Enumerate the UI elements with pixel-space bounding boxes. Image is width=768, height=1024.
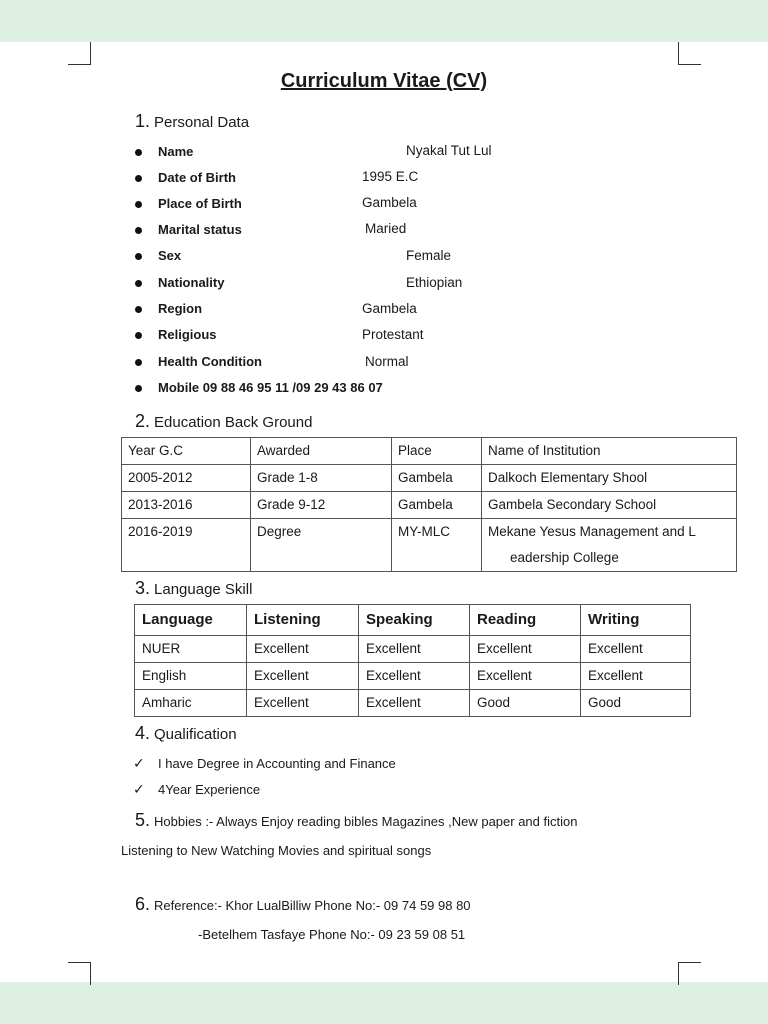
- table-row: [135, 636, 691, 663]
- bottom-band: [0, 982, 768, 1024]
- table-cell: Dalkoch Elementary Shool: [482, 465, 737, 492]
- table-header-row: [135, 605, 691, 636]
- table-header-cell: Place: [392, 438, 482, 465]
- section-reference-heading: [135, 894, 471, 915]
- bullet-icon: [135, 385, 142, 392]
- table-cell: MY-MLC: [392, 519, 482, 572]
- table-cell: 2013-2016: [122, 492, 251, 519]
- table-cell: 2005-2012: [122, 465, 251, 492]
- table-cell: Excellent: [581, 636, 691, 663]
- crop-mark-top-left: [68, 42, 91, 65]
- personal-label: Mobile 09 88 46 95 11 /09 29 43 86 07: [158, 380, 383, 395]
- personal-value: Normal: [365, 354, 409, 369]
- section-label: Qualification: [154, 726, 237, 743]
- personal-value: Gambela: [362, 195, 417, 210]
- education-table: [121, 437, 737, 572]
- table-cell: Excellent: [359, 663, 470, 690]
- personal-label: Health Condition: [158, 354, 262, 369]
- table-header-cell: Name of Institution: [482, 438, 737, 465]
- section-number: 6.: [135, 894, 151, 914]
- section-education-heading: [135, 411, 312, 432]
- personal-label: Region: [158, 301, 203, 316]
- personal-value: Female: [406, 248, 452, 263]
- table-cell: Gambela Secondary School: [482, 492, 737, 519]
- table-cell: English: [135, 663, 247, 690]
- table-header-cell: Writing: [581, 605, 691, 636]
- table-cell: Excellent: [247, 636, 359, 663]
- table-cell: Excellent: [247, 663, 359, 690]
- table-cell: Good: [581, 690, 691, 717]
- table-header-cell: Reading: [470, 605, 581, 636]
- language-table: [134, 604, 691, 717]
- institution-line-continued: eadership College: [510, 550, 619, 565]
- table-row: [135, 663, 691, 690]
- table-cell: Excellent: [581, 663, 691, 690]
- top-band: [0, 0, 768, 42]
- personal-value: Maried: [365, 221, 407, 236]
- crop-mark-top-right: [678, 42, 701, 65]
- section-number: 1.: [135, 111, 151, 131]
- hobbies-text-continued: Listening to New Watching Movies and spiritual songs: [121, 843, 432, 858]
- table-cell: Excellent: [470, 663, 581, 690]
- bullet-icon: [135, 175, 142, 182]
- table-cell: Excellent: [247, 690, 359, 717]
- crop-mark-bottom-right: [678, 962, 701, 985]
- table-cell: Excellent: [359, 636, 470, 663]
- personal-label: Sex: [158, 248, 182, 263]
- table-cell: Excellent: [359, 690, 470, 717]
- section-label: Language Skill: [154, 581, 253, 598]
- table-cell: NUER: [135, 636, 247, 663]
- table-cell: Degree: [251, 519, 392, 572]
- personal-label: Place of Birth: [158, 196, 242, 211]
- section-label: Personal Data: [154, 114, 250, 131]
- check-icon: ✓: [133, 781, 145, 797]
- reference-text-second: -Betelhem Tasfaye Phone No:- 09 23 59 08 51: [198, 927, 466, 942]
- bullet-icon: [135, 332, 142, 339]
- bullet-icon: [135, 227, 142, 234]
- table-header-cell: Awarded: [251, 438, 392, 465]
- qualification-item: 4Year Experience: [158, 782, 261, 797]
- section-number: 2.: [135, 411, 151, 431]
- crop-mark-bottom-left: [68, 962, 91, 985]
- section-hobbies-heading: [135, 810, 577, 831]
- personal-value: Protestant: [362, 327, 424, 342]
- section-number: 4.: [135, 723, 151, 743]
- personal-value: 1995 E.C: [362, 169, 419, 184]
- personal-label: Religious: [158, 327, 217, 342]
- reference-text: Reference:- Khor LualBilliw Phone No:- 09 74 59 98 80: [154, 898, 471, 913]
- section-personal-heading: [135, 111, 249, 132]
- table-header-cell: Year G.C: [122, 438, 251, 465]
- personal-value: Nyakal Tut Lul: [406, 143, 492, 158]
- table-cell: Good: [470, 690, 581, 717]
- table-cell: Amharic: [135, 690, 247, 717]
- bullet-icon: [135, 253, 142, 260]
- hobbies-text: Hobbies :- Always Enjoy reading bibles Magazines ,New paper and fiction: [154, 814, 578, 829]
- section-label: Education Back Ground: [154, 414, 313, 431]
- table-header-cell: Listening: [247, 605, 359, 636]
- bullet-icon: [135, 201, 142, 208]
- table-row: [122, 492, 737, 519]
- institution-line: Mekane Yesus Management and L: [488, 524, 696, 539]
- personal-label: Name: [158, 144, 194, 159]
- table-row: [135, 690, 691, 717]
- table-row: [122, 519, 737, 572]
- qualification-item: I have Degree in Accounting and Finance: [158, 756, 396, 771]
- table-cell: Grade 1-8: [251, 465, 392, 492]
- personal-value: Ethiopian: [406, 275, 463, 290]
- table-header-cell: Speaking: [359, 605, 470, 636]
- table-header-row: [122, 438, 737, 465]
- section-qualification-heading: [135, 723, 237, 744]
- bullet-icon: [135, 306, 142, 313]
- section-number: 3.: [135, 578, 151, 598]
- table-cell: Gambela: [392, 465, 482, 492]
- table-cell: 2016-2019: [122, 519, 251, 572]
- document-title: Curriculum Vitae (CV): [280, 70, 488, 92]
- bullet-icon: [135, 359, 142, 366]
- section-language-heading: [135, 578, 252, 599]
- personal-label: Nationality: [158, 275, 225, 290]
- personal-value: Gambela: [362, 301, 417, 316]
- bullet-icon: [135, 280, 142, 287]
- bullet-icon: [135, 149, 142, 156]
- section-number: 5.: [135, 810, 151, 830]
- table-cell: Grade 9-12: [251, 492, 392, 519]
- table-cell: Gambela: [392, 492, 482, 519]
- personal-label: Marital status: [158, 222, 242, 237]
- table-cell: [482, 519, 737, 572]
- table-row: [122, 465, 737, 492]
- personal-label: Date of Birth: [158, 170, 236, 185]
- table-cell: Excellent: [470, 636, 581, 663]
- table-header-cell: Language: [135, 605, 247, 636]
- check-icon: ✓: [133, 755, 145, 771]
